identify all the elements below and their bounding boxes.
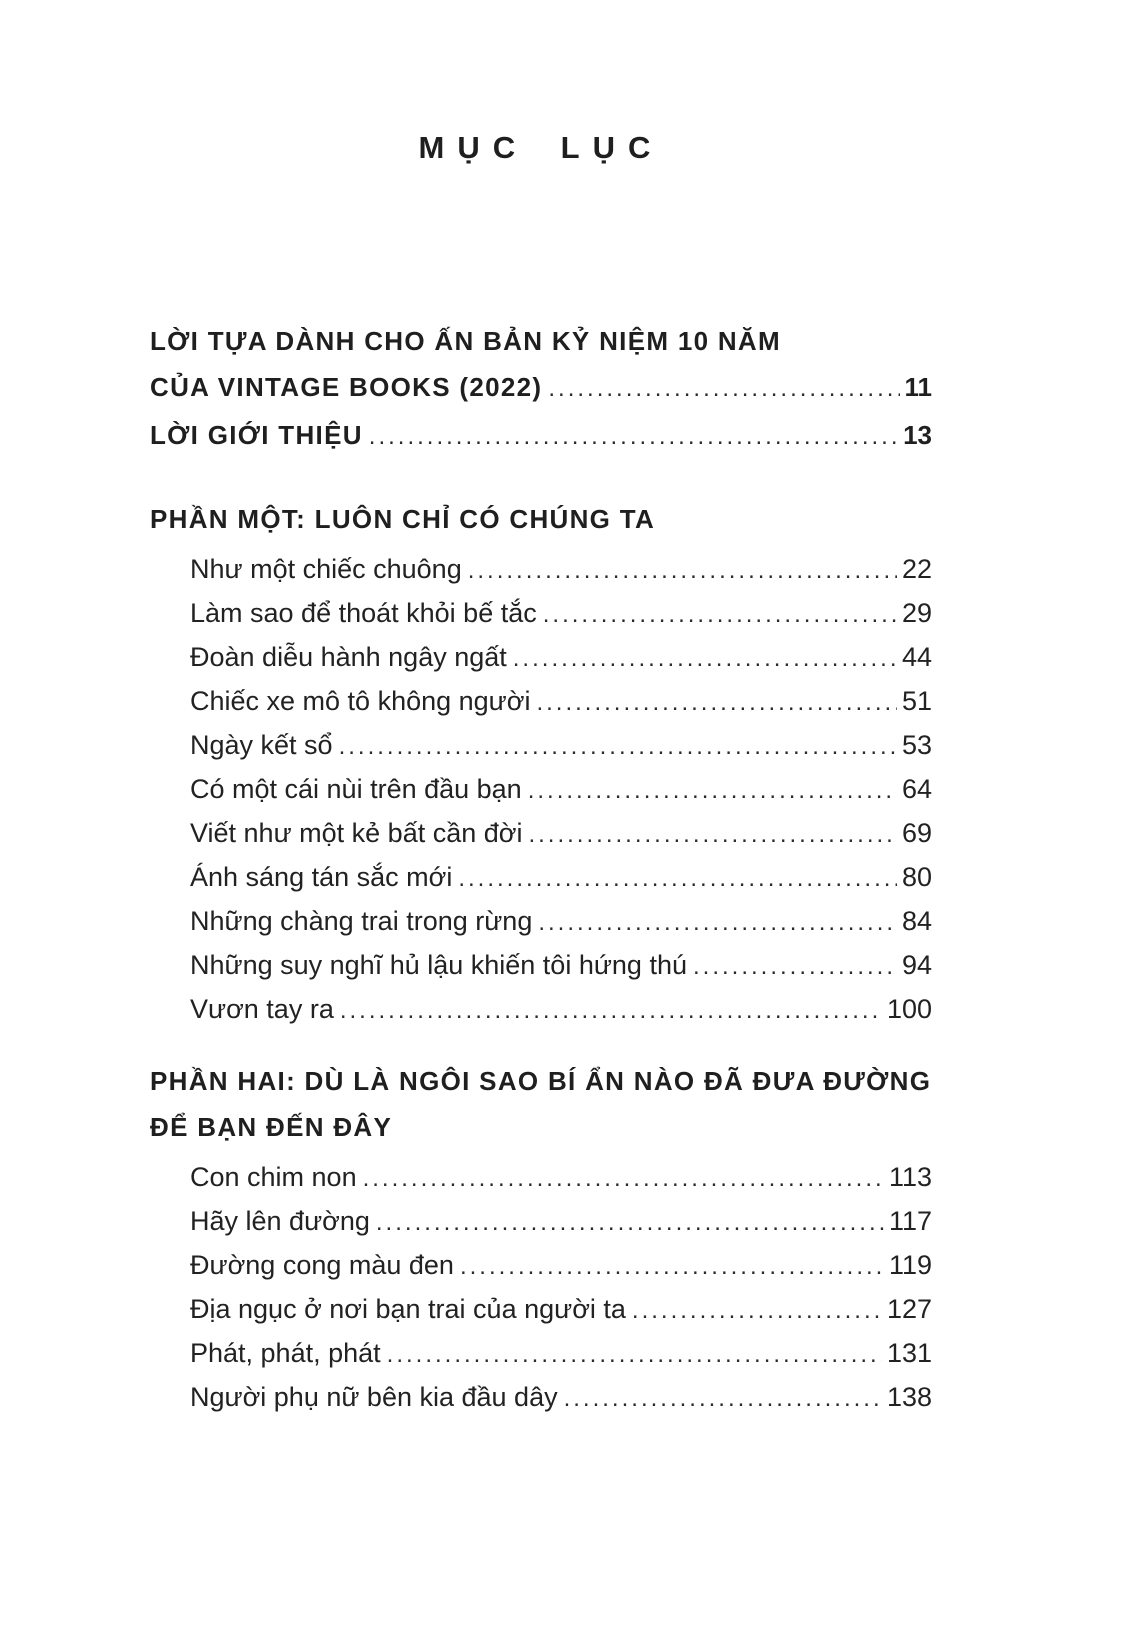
toc-entry-title: Như một chiếc chuông [190, 554, 462, 584]
toc-entry-page: 113 [888, 1162, 932, 1192]
toc-entry-title: Vươn tay ra [190, 994, 334, 1024]
toc-entry-page: 29 [901, 598, 932, 628]
toc-entry-title: Viết như một kẻ bất cần đời [190, 818, 523, 848]
dot-leader [363, 1156, 884, 1200]
dot-leader [369, 412, 898, 460]
dot-leader [548, 364, 899, 412]
section-entries [150, 1156, 932, 1420]
toc-entry-title: Chiếc xe mô tô không người [190, 686, 531, 716]
toc-row [150, 1288, 932, 1332]
toc-row [150, 1200, 932, 1244]
toc-section-two [150, 1058, 932, 1420]
toc-entry-page: 131 [886, 1338, 932, 1368]
toc-entry-page: 117 [888, 1206, 932, 1236]
section-heading-line-2: ĐỂ BẠN ĐẾN ĐÂY [150, 1112, 393, 1142]
dot-leader [458, 856, 897, 900]
toc-row [150, 1156, 932, 1200]
dot-leader [460, 1244, 884, 1288]
toc-entry-page: 51 [901, 686, 932, 716]
toc-row [150, 680, 932, 724]
toc-row [150, 592, 932, 636]
toc-entry-page: 44 [901, 642, 932, 672]
toc-entry-title: Ngày kết sổ [190, 730, 333, 760]
toc-entry-page: 11 [904, 372, 932, 402]
toc-row [150, 724, 932, 768]
toc-entry-title: Những chàng trai trong rừng [190, 906, 533, 936]
dot-leader [340, 988, 882, 1032]
toc-entry-title: Có một cái nùi trên đầu bạn [190, 774, 522, 804]
toc-entry-page: 64 [901, 774, 932, 804]
toc-row [150, 1244, 932, 1288]
dot-leader [387, 1332, 882, 1376]
dot-leader [632, 1288, 882, 1332]
toc-entry-title: Đường cong màu đen [190, 1250, 454, 1280]
dot-leader [538, 900, 897, 944]
toc-entry-page: 22 [901, 554, 932, 584]
front-matter [150, 318, 932, 460]
toc-row [150, 900, 932, 944]
toc-entry-page: 53 [901, 730, 932, 760]
toc-entry-page: 138 [886, 1382, 932, 1412]
dot-leader [528, 768, 897, 812]
toc-row [150, 636, 932, 680]
toc-row [150, 548, 932, 592]
toc-section-one [150, 496, 932, 1032]
front-matter-title-line: LỜI TỰA DÀNH CHO ẤN BẢN KỶ NIỆM 10 NĂM [150, 326, 781, 356]
toc-row [150, 1376, 932, 1420]
page-title: MỤC LỤC [418, 130, 664, 165]
section-heading: PHẦN MỘT: LUÔN CHỈ CÓ CHÚNG TA [150, 504, 656, 534]
section-entries [150, 548, 932, 1032]
toc-entry-title: Con chim non [190, 1162, 357, 1192]
toc-row [150, 1332, 932, 1376]
toc-entry-title: CỦA VINTAGE BOOKS (2022) [150, 372, 543, 402]
toc-entry-title: Ánh sáng tán sắc mới [190, 862, 453, 892]
dot-leader [564, 1376, 882, 1420]
toc-row [150, 988, 932, 1032]
toc-entry-page: 84 [901, 906, 932, 936]
toc-entry-title: Làm sao để thoát khỏi bế tắc [190, 598, 537, 628]
toc-entry-page: 13 [903, 420, 932, 450]
toc-entry-page: 94 [901, 950, 932, 980]
toc-entry-title: Hãy lên đường [190, 1206, 370, 1236]
toc-entry-title: Đoàn diễu hành ngây ngất [190, 642, 507, 672]
dot-leader [376, 1200, 884, 1244]
toc-entry-title: Người phụ nữ bên kia đầu dây [190, 1382, 558, 1412]
toc-row [150, 856, 932, 900]
toc-entry-page: 127 [886, 1294, 932, 1324]
toc-row [150, 944, 932, 988]
toc-entry-title: LỜI GIỚI THIỆU [150, 420, 363, 450]
toc-entry-title: Phát, phát, phát [190, 1338, 381, 1368]
dot-leader [528, 812, 896, 856]
toc-entry-title: Địa ngục ở nơi bạn trai của người ta [190, 1294, 626, 1324]
toc-entry-page: 69 [901, 818, 932, 848]
section-heading-line-1: PHẦN HAI: DÙ LÀ NGÔI SAO BÍ ẨN NÀO ĐÃ ĐƯA ĐƯỜNG [150, 1066, 932, 1096]
toc-entry-page: 100 [886, 994, 932, 1024]
dot-leader [543, 592, 897, 636]
toc-row [150, 812, 932, 856]
dot-leader [468, 548, 897, 592]
toc-row [150, 364, 932, 412]
toc-row [150, 412, 932, 460]
dot-leader [536, 680, 897, 724]
toc-row [150, 768, 932, 812]
dot-leader [339, 724, 897, 768]
toc-entry-page: 80 [901, 862, 932, 892]
dot-leader [693, 944, 897, 988]
toc-entry-page: 119 [888, 1250, 932, 1280]
dot-leader [513, 636, 897, 680]
toc-entry-title: Những suy nghĩ hủ lậu khiến tôi hứng thú [190, 950, 687, 980]
